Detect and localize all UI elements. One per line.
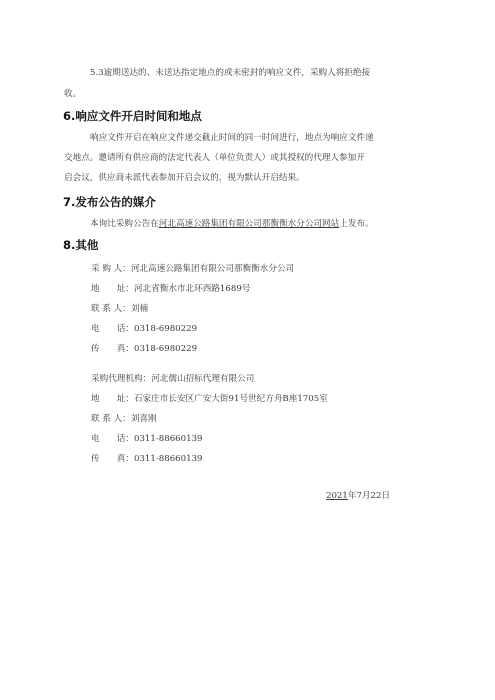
agency-address-label: 地 址： bbox=[91, 394, 134, 404]
agency-phone-label: 电 话： bbox=[91, 434, 134, 444]
section6-heading: 6.响应文件开启时间和地点 bbox=[63, 109, 202, 123]
agency-fax-label: 传 真： bbox=[91, 454, 134, 464]
purchaser-contact: 刘楠 bbox=[130, 304, 149, 314]
section7-media-name: 河北高速公路集团有限公司那衡衡水分公司网站 bbox=[158, 219, 340, 229]
purchaser-contact-label: 联 系 人： bbox=[91, 304, 131, 314]
agency-address: 石家庄市长安区广安大街91号世纪方舟B座1705室 bbox=[133, 394, 328, 404]
date-year: 2021 bbox=[326, 491, 348, 501]
agency-contact-label: 联 系 人： bbox=[91, 414, 131, 424]
agency-fax-row bbox=[91, 454, 203, 465]
purchaser-address: 河北省衡水市北环西路1689号 bbox=[133, 284, 251, 294]
agency-phone-row bbox=[91, 434, 203, 445]
document-date bbox=[326, 491, 390, 502]
agency-contact: 刘喜刚 bbox=[130, 414, 157, 424]
date-rest: 年7月22日 bbox=[347, 491, 391, 501]
agency-fax: 0311-88660139 bbox=[133, 454, 203, 464]
purchaser-name-row bbox=[91, 264, 294, 275]
purchaser-address-label: 地 址： bbox=[91, 284, 134, 294]
purchaser-name: 河北高速公路集团有限公司那衡衡水分公司 bbox=[130, 264, 295, 274]
section7-text-before: 本询比采购公告在 bbox=[90, 219, 159, 229]
agency-name: 河北儒山招标代理有限公司 bbox=[151, 374, 255, 384]
agency-name-row bbox=[91, 374, 254, 385]
item-5-3-line1: 5.3逾期送达的、未送达指定地点的或未密封的响应文件，采购人将拒绝接 bbox=[90, 68, 371, 78]
purchaser-fax-row bbox=[91, 344, 197, 355]
section6-line1: 响应文件开启在响应文件递交截止时间的同一时间进行，地点为响应文件递 bbox=[90, 133, 374, 143]
agency-contact-row bbox=[91, 414, 157, 425]
purchaser-name-label: 采 购 人： bbox=[91, 264, 131, 274]
purchaser-phone-label: 电 话： bbox=[91, 324, 134, 334]
purchaser-fax: 0318-6980229 bbox=[133, 344, 198, 354]
agency-address-row bbox=[91, 394, 328, 405]
section7-text-after: 上发布。 bbox=[339, 219, 374, 229]
item-5-3-line2: 收。 bbox=[64, 89, 82, 99]
purchaser-phone: 0318-6980229 bbox=[133, 324, 198, 334]
section8-heading: 8.其他 bbox=[63, 238, 99, 252]
section6-line2: 交地点。邀请所有供应商的法定代表人（单位负责人）或其授权的代理人参加开 bbox=[64, 153, 365, 163]
purchaser-address-row bbox=[91, 284, 250, 295]
purchaser-contact-row bbox=[91, 304, 148, 315]
section6-line3: 启会议，供应商未派代表参加开启会议的，视为默认开启结果。 bbox=[64, 173, 305, 183]
agency-name-label: 采购代理机构： bbox=[91, 374, 152, 384]
agency-phone: 0311-88660139 bbox=[133, 434, 203, 444]
purchaser-phone-row bbox=[91, 324, 197, 335]
section7-heading: 7.发布公告的媒介 bbox=[63, 195, 156, 209]
purchaser-fax-label: 传 真： bbox=[91, 344, 134, 354]
section7-text bbox=[90, 219, 374, 230]
